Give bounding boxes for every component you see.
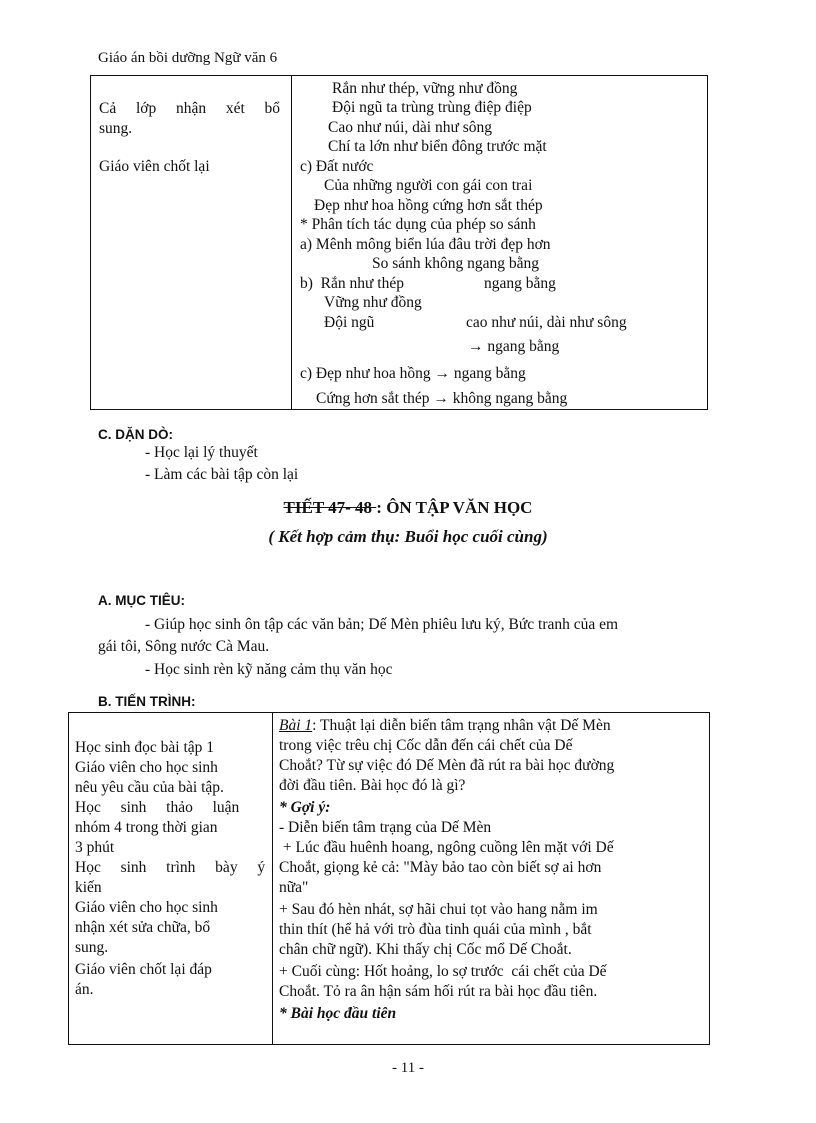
content-line: cao như núi, dài như sông — [466, 314, 627, 331]
section-c-item: - Làm các bài tập còn lại — [145, 466, 299, 483]
content-line: ngang bằng — [484, 275, 556, 292]
content-line: Chí ta lớn như biển đông trước mặt — [328, 138, 547, 155]
activity-line: Học sinh trình bày ý — [75, 859, 266, 876]
exercise-label: Bài 1 — [279, 717, 313, 734]
content-line: Của những người con gái con trai — [324, 177, 533, 194]
activity-line: nêu yêu cầu của bài tập. — [75, 779, 224, 796]
section-a-heading: A. MỤC TIÊU: — [98, 593, 185, 608]
content-line: nữa" — [279, 879, 309, 896]
lesson-title-rest: : ÔN TẬP VĂN HỌC — [376, 498, 533, 517]
activity-line: Giáo viên cho học sinh — [75, 899, 218, 916]
activity-line: Giáo viên chốt lại — [99, 158, 210, 175]
activity-line: 3 phút — [75, 839, 115, 856]
activity-line: nhận xét sửa chữa, bổ — [75, 919, 211, 936]
section-a-line: - Giúp học sinh ôn tập các văn bản; Dế Mèn phiêu lưu ký, Bức tranh của em — [145, 616, 619, 633]
content-line: Choắt. Tỏ ra ân hận sám hối rút ra bài học đầu tiên. — [279, 983, 598, 1000]
content-text: : Thuật lại diễn biến tâm trạng nhân vật Dế Mèn — [312, 717, 611, 734]
lesson-title — [0, 498, 816, 518]
section-a-line: gái tôi, Sông nước Cà Mau. — [98, 638, 270, 655]
section-a-line: - Học sinh rèn kỹ năng cảm thụ văn học — [145, 661, 393, 678]
activity-line: Giáo viên cho học sinh — [75, 759, 218, 776]
content-line: trong việc trêu chị Cốc dẫn đến cái chết của Dế — [279, 737, 573, 754]
content-line: → ngang bằng — [468, 338, 560, 355]
page-number: - 11 - — [392, 1060, 424, 1076]
page-header: Giáo án bồi dưỡng Ngữ văn 6 — [98, 50, 278, 66]
section-c-item: - Học lại lý thuyết — [145, 444, 258, 461]
content-line: b) Rắn như thép — [300, 275, 404, 292]
content-line — [279, 717, 611, 735]
lesson-table-2 — [68, 712, 710, 1045]
activity-line: Học sinh thảo luận — [75, 799, 240, 816]
activity-line: Cả lớp nhận xét bổ — [99, 100, 281, 117]
content-line: Cứng hơn sắt thép → không ngang bằng — [316, 390, 568, 407]
activity-line: kiến — [75, 879, 102, 896]
content-line: chân chữ ngữ). Khi thấy chị Cốc mổ Dế Choắt. — [279, 941, 572, 958]
content-line: Choắt, giọng kẻ cả: "Mày bảo tao còn biết sợ ai hơn — [279, 859, 602, 876]
content-line: c) Đẹp như hoa hồng → ngang bằng — [300, 365, 526, 382]
content-line: Vững như đồng — [324, 294, 422, 311]
lesson-subtitle: ( Kết hợp cảm thụ: Buổi học cuối cùng) — [268, 527, 548, 546]
content-line: Cao như núi, dài như sông — [328, 119, 493, 136]
activity-line: sung. — [99, 120, 133, 137]
content-line: * Bài học đầu tiên — [279, 1005, 397, 1022]
content-line: Đẹp như hoa hồng cứng hơn sắt thép — [314, 197, 543, 214]
activity-column — [69, 713, 272, 1044]
content-line: - Diễn biến tâm trạng của Dế Mèn — [279, 819, 492, 836]
content-line: * Phân tích tác dụng của phép so sánh — [300, 216, 536, 233]
content-column — [292, 76, 707, 409]
lesson-table-1 — [90, 75, 708, 410]
activity-column — [91, 76, 291, 409]
content-line: * Gợi ý: — [279, 799, 331, 816]
lesson-title-struck: TIẾT 47- 48 — [283, 498, 377, 517]
activity-line: sung. — [75, 939, 109, 956]
activity-line: Giáo viên chốt lại đáp — [75, 961, 212, 978]
content-line: a) Mênh mông biển lúa đâu trời đẹp hơn — [300, 236, 551, 253]
activity-line: Học sinh đọc bài tập 1 — [75, 739, 215, 756]
section-b-heading: B. TIẾN TRÌNH: — [98, 694, 196, 709]
section-c-heading: C. DẶN DÒ: — [98, 427, 173, 442]
activity-line: án. — [75, 981, 94, 998]
content-column — [273, 713, 709, 1044]
content-line: Đội ngũ ta trùng trùng điệp điệp — [332, 99, 532, 116]
content-line: Đội ngũ — [324, 314, 375, 331]
content-line: đời đầu tiên. Bài học đó là gì? — [279, 777, 466, 794]
content-line: Choắt? Từ sự việc đó Dế Mèn đã rút ra bài học đường — [279, 757, 615, 774]
activity-line: nhóm 4 trong thời gian — [75, 819, 218, 836]
content-line: c) Đất nước — [300, 158, 374, 175]
content-line: thin thít (hể hả với trò đùa tinh quái của mình , bắt — [279, 921, 592, 938]
content-line: + Cuối cùng: Hốt hoảng, lo sợ trước cái chết của Dế — [279, 963, 607, 980]
content-line: + Sau đó hèn nhát, sợ hãi chui tọt vào hang nằm im — [279, 901, 598, 918]
content-line: + Lúc đầu huênh hoang, ngông cuồng lên mặt với Dế — [279, 839, 614, 856]
content-line: So sánh không ngang bằng — [372, 255, 540, 272]
content-line: Rắn như thép, vững như đồng — [332, 80, 518, 97]
